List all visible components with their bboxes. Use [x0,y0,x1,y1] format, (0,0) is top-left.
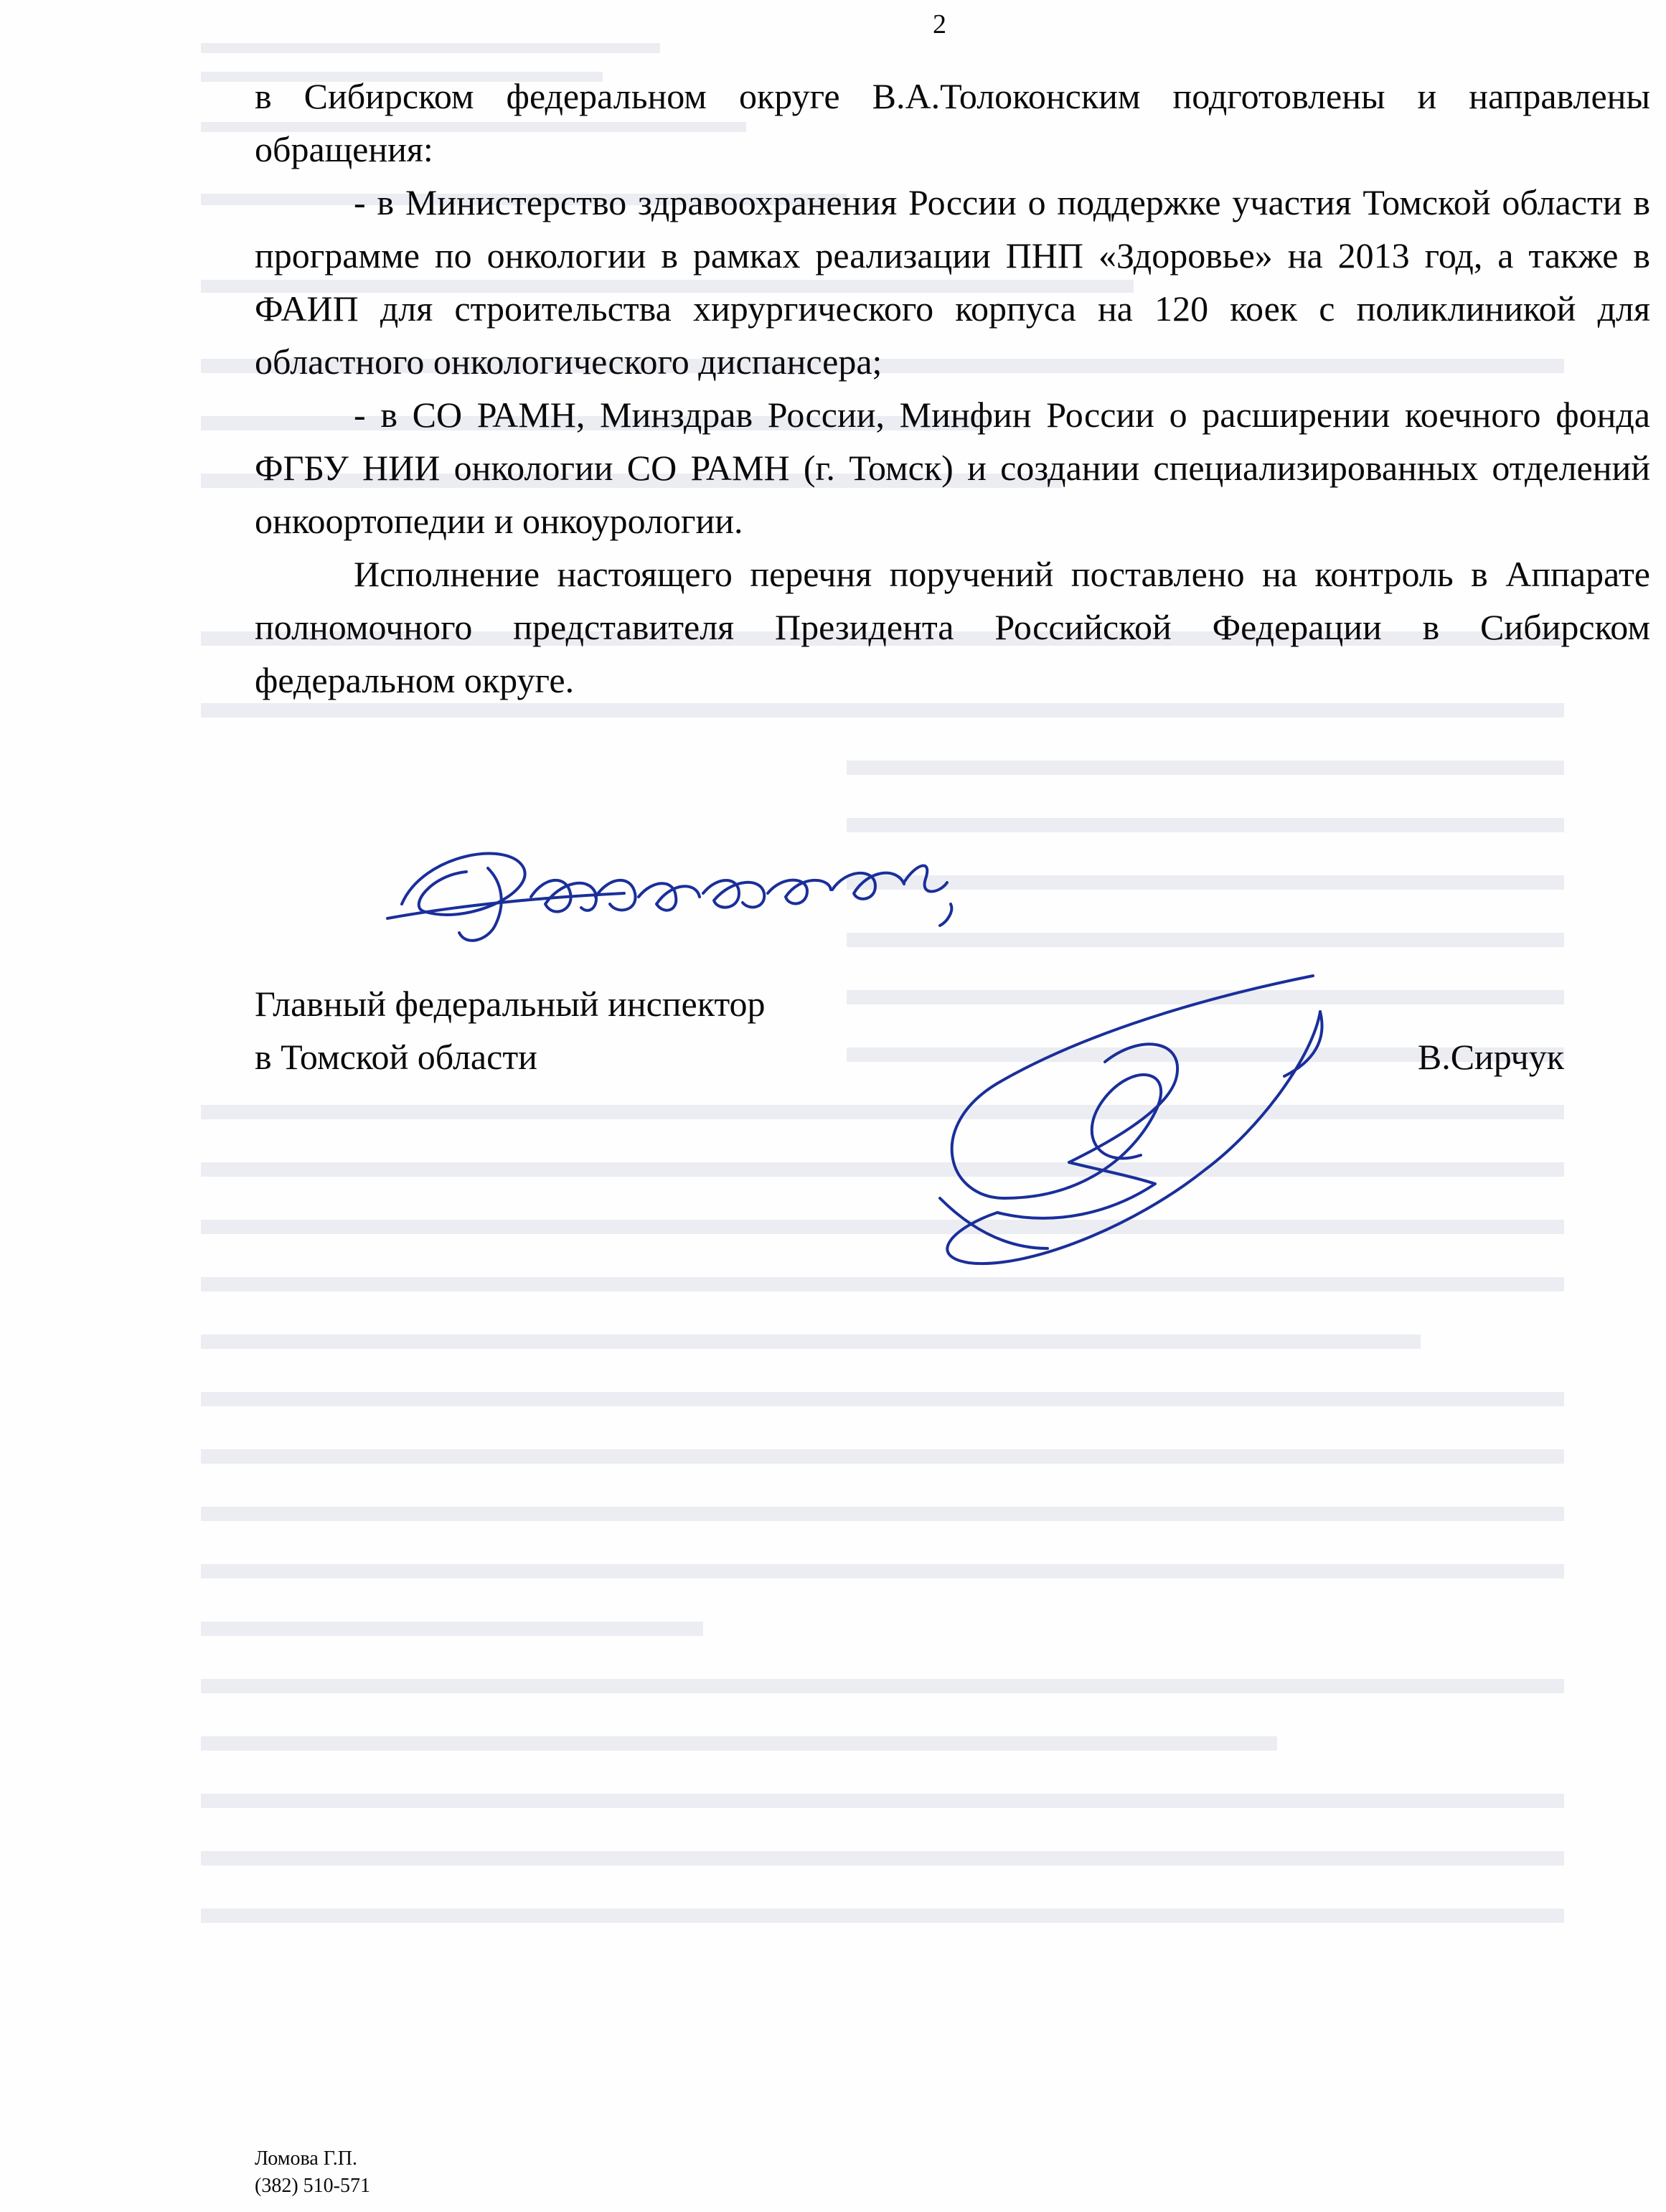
page-number: 2 [933,9,946,39]
signoff-block [255,977,1650,1083]
executor-name: Ломова Г.П. [255,2147,358,2170]
executor-footer [255,2145,370,2200]
executor-phone: (382) 510-571 [255,2175,370,2197]
paragraph-intro: в Сибирском федеральном округе В.А.Толоконским подготовлены и направлены обращения: [255,76,1650,169]
paragraph-control: Исполнение настоящего перечня поручений поставлено на контроль в Аппарате полномочного представителя Президента Российской Федерации в Сибирском федеральном округе. [255,554,1650,700]
signer-title-line1: Главный федеральный инспектор [255,984,766,1024]
paragraph-item-ramn: - в СО РАМН, Минздрав России, Минфин России о расширении коечного фонда ФГБУ НИИ онкологии СО РАМН (г. Томск) и создании специализированных отделений онкоортопедии и онкоурологии. [255,395,1650,541]
signer-name: В.Сирчук [1417,1037,1564,1077]
signer-title-line2: в Томской области [255,1037,537,1077]
paragraph-item-health-ministry: - в Министерство здравоохранения России о поддержке участия Томской области в программе по онкологии в рамках реализации ПНП «Здоровье» на 2013 год, а также в ФАИП для строительства хирургического корпуса на 120 коек с поликлиникой для областного онкологического диспансера; [255,182,1650,382]
body-text-top [255,70,1650,707]
